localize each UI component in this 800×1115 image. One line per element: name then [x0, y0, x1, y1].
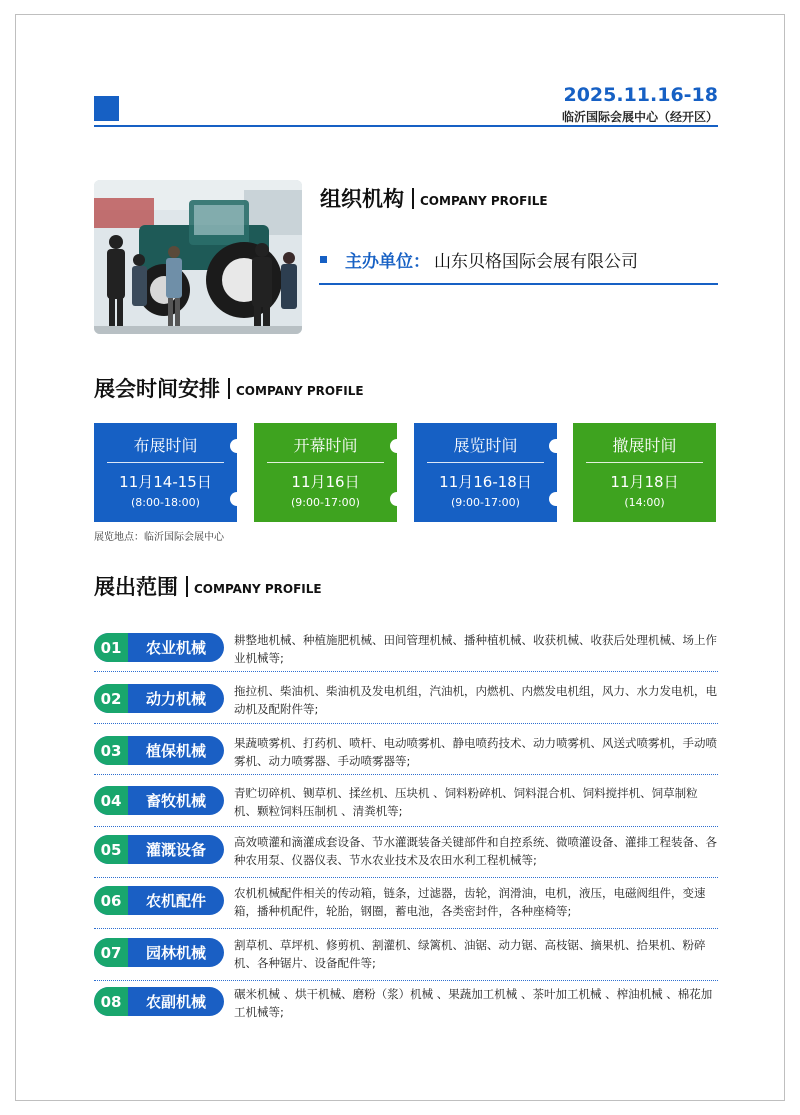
- schedule-card-time: (8:00-18:00): [131, 496, 200, 509]
- organization-divider: [319, 283, 718, 285]
- venue-note: 展览地点：临沂国际会展中心: [94, 532, 224, 543]
- scope-title: 展出范围: [94, 575, 178, 599]
- schedule-card-date: 11月18日: [610, 473, 679, 491]
- event-date: 2025.11.16-18: [563, 84, 718, 106]
- schedule-card-time: (9:00-17:00): [291, 496, 360, 509]
- tractor-exhibit-illustration: [94, 180, 302, 334]
- event-venue: 临沂国际会展中心（经开区）: [561, 110, 718, 124]
- host-row: [320, 247, 638, 272]
- exhibition-photo: [94, 180, 302, 334]
- category-pill: [94, 835, 224, 864]
- dotted-divider: [94, 980, 718, 981]
- host-label: 主办单位：: [345, 252, 430, 272]
- dotted-divider: [94, 826, 718, 827]
- category-number: 03: [94, 736, 128, 765]
- schedule-card-name: 撤展时间: [612, 436, 677, 455]
- card-notch: [549, 492, 567, 506]
- schedule-card-name: 布展时间: [133, 436, 198, 455]
- category-name: 植保机械: [145, 742, 206, 760]
- title-separator: [412, 188, 414, 209]
- schedule-card-divider: [586, 462, 703, 463]
- category-description: 碾米机械 、烘干机械、磨粉（浆）机械 、果蔬加工机械 、茶叶加工机械 、榨油机械 、棉花加工机械等;: [234, 987, 713, 1019]
- schedule-card-date: 11月16-18日: [439, 473, 532, 491]
- schedule-card-time: (14:00): [624, 496, 665, 509]
- title-separator: [186, 576, 188, 597]
- organization-title-en: COMPANY PROFILE: [420, 194, 548, 208]
- category-number: 07: [94, 938, 128, 967]
- category-number: 02: [94, 684, 128, 713]
- category-pill: [94, 786, 224, 815]
- schedule-card-divider: [107, 462, 224, 463]
- category-name: 农机配件: [145, 892, 206, 910]
- scope-title-en: COMPANY PROFILE: [194, 582, 322, 596]
- category-number: 08: [94, 987, 128, 1016]
- schedule-title: 展会时间安排: [94, 377, 220, 401]
- square-bullet-icon: [320, 256, 327, 263]
- header-accent-square: [94, 96, 119, 121]
- category-name: 农副机械: [145, 993, 206, 1011]
- schedule-card-date: 11月16日: [291, 473, 360, 491]
- category-pill: [94, 987, 224, 1016]
- category-pill: [94, 684, 224, 713]
- category-pill: [94, 938, 224, 967]
- category-name: 灌溉设备: [145, 841, 206, 859]
- schedule-heading: [94, 373, 364, 403]
- card-notch: [549, 439, 567, 453]
- schedule-card: [414, 423, 557, 522]
- schedule-card-time: (9:00-17:00): [451, 496, 520, 509]
- schedule-title-en: COMPANY PROFILE: [236, 384, 364, 398]
- host-value: 山东贝格国际会展有限公司: [434, 252, 638, 272]
- organization-heading: [320, 183, 548, 213]
- category-number: 01: [94, 633, 128, 662]
- category-number: 04: [94, 786, 128, 815]
- schedule-card-name: 开幕时间: [293, 436, 358, 455]
- organization-title: 组织机构: [320, 187, 404, 211]
- category-number: 06: [94, 886, 128, 915]
- card-notch: [230, 492, 248, 506]
- category-description: 拖拉机、柴油机、柴油机及发电机组，汽油机，内燃机、内燃发电机组，风力、水力发电机，电动机及配附件等;: [234, 684, 717, 716]
- schedule-card: [573, 423, 716, 522]
- scope-heading: [94, 571, 322, 601]
- schedule-card-divider: [427, 462, 544, 463]
- category-description: 青贮切碎机、铡草机、揉丝机、压块机 、饲料粉碎机、饲料混合机、饲料搅拌机、饲草制粒机、颗粒饲料压制机 、清粪机等;: [234, 786, 698, 818]
- card-notch: [390, 439, 408, 453]
- dotted-divider: [94, 723, 718, 724]
- category-description: 果蔬喷雾机、打药机、喷杆、电动喷雾机、静电喷药技术、动力喷雾机、风送式喷雾机，手动喷雾机、动力喷雾器、手动喷雾器等;: [234, 736, 717, 768]
- category-number: 05: [94, 835, 128, 864]
- schedule-card-divider: [267, 462, 384, 463]
- category-name: 动力机械: [145, 690, 206, 708]
- dotted-divider: [94, 928, 718, 929]
- dotted-divider: [94, 774, 718, 775]
- category-name: 农业机械: [145, 639, 206, 657]
- header-divider: [94, 125, 718, 127]
- dotted-divider: [94, 671, 718, 672]
- title-separator: [228, 378, 230, 399]
- dotted-divider: [94, 877, 718, 878]
- card-notch: [390, 492, 408, 506]
- category-pill: [94, 633, 224, 662]
- card-notch: [230, 439, 248, 453]
- category-description: 高效喷灌和滴灌成套设备、节水灌溉装备关键部件和自控系统、微喷灌设备、灌排工程装备、各种农用泵、仪器仪表、节水农业技术及农田水利工程机械等;: [234, 835, 717, 867]
- category-pill: [94, 886, 224, 915]
- schedule-card-name: 展览时间: [453, 436, 518, 455]
- category-description: 耕整地机械、种植施肥机械、田间管理机械、播种植机械、收获机械、收获后处理机械、场上作业机械等;: [234, 633, 717, 665]
- category-name: 畜牧机械: [145, 792, 206, 810]
- category-description: 农机机械配件相关的传动箱，链条，过滤器，齿轮，润滑油，电机，液压，电磁阀组件，变速箱，播种机配件，轮胎，钢圈，蓄电池，各类密封件，各种座椅等;: [234, 886, 706, 918]
- category-pill: [94, 736, 224, 765]
- category-name: 园林机械: [145, 944, 206, 962]
- schedule-card: [94, 423, 237, 522]
- schedule-card-date: 11月14-15日: [119, 473, 212, 491]
- category-description: 割草机、草坪机、修剪机、割灌机、绿篱机、油锯、动力锯、高枝锯、摘果机、拾果机、粉碎机、各种锯片、设备配件等;: [234, 938, 706, 970]
- schedule-card: [254, 423, 397, 522]
